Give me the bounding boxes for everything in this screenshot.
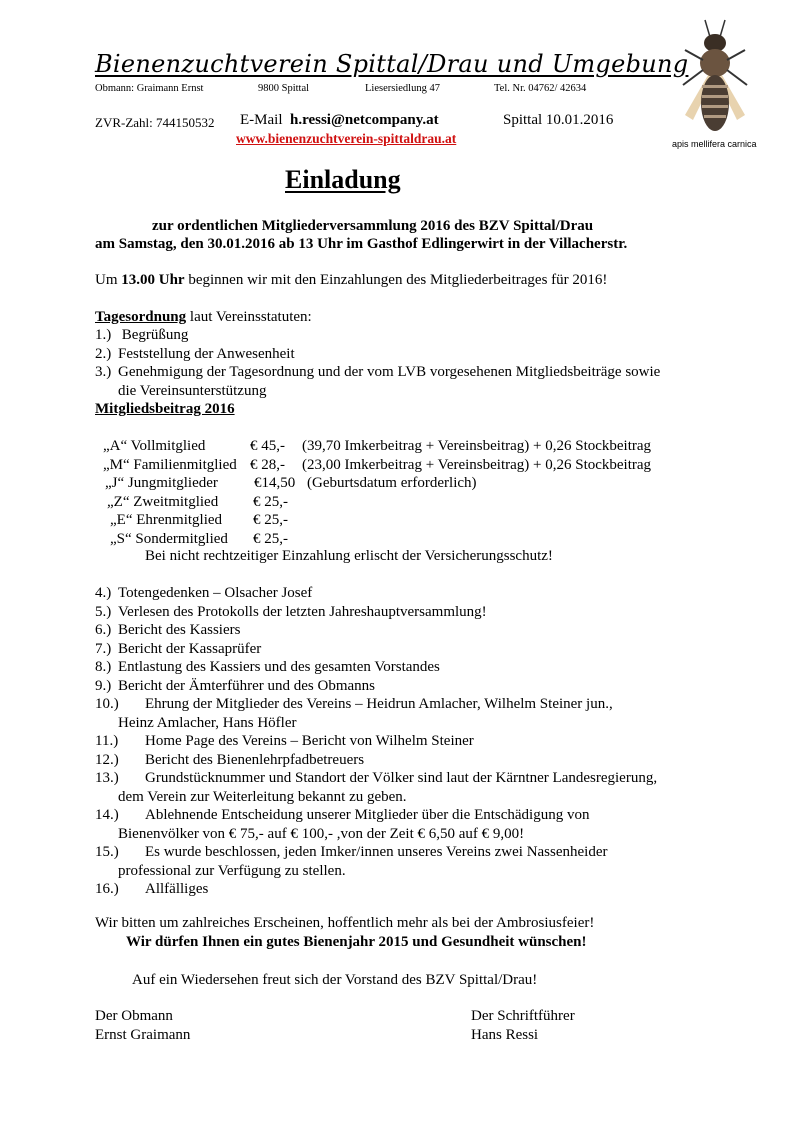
agenda-item [95, 844, 608, 861]
fee-type: „S“ Sondermitglied [110, 530, 228, 547]
agenda-header [95, 309, 312, 326]
agenda-item-text: Genehmigung der Tagesordnung und der vom LVB vorgesehenen Mitgliedsbeiträge sowie [118, 364, 661, 380]
bee-icon [683, 20, 747, 131]
agenda-item-text: Ablehnende Entscheidung unserer Mitglieder über die Entschädigung von [145, 807, 590, 823]
agenda-item-number: 1.) [95, 327, 112, 343]
agenda-item [95, 807, 589, 824]
agenda-title: Tagesordnung [95, 309, 187, 325]
bee-caption: apis mellifera carnica [672, 139, 757, 149]
payment-notice [95, 272, 607, 289]
agenda-item-text: Bericht der Ämterführer und des Obmanns [118, 677, 376, 694]
fee-amount: € 25,- [253, 493, 288, 510]
signature-left-role: Der Obmann [95, 1008, 173, 1024]
payment-pre: Um [95, 272, 122, 288]
agenda-item-text: Ehrung der Mitglieder des Vereins – Heidrun Amlacher, Wilhelm Steiner jun., [145, 696, 613, 712]
agenda-item [95, 659, 440, 676]
fees-warning: Bei nicht rechtzeitiger Einzahlung erlischt der Versicherungsschutz! [145, 548, 553, 564]
agenda-item-number: 5.) [95, 603, 112, 620]
email-label: E-Mail [240, 112, 283, 128]
agenda-item-number: 10.) [95, 696, 119, 712]
signature-left-name: Ernst Graimann [95, 1027, 191, 1043]
agenda-item-number: 16.) [95, 881, 119, 897]
agenda-item-text: professional zur Verfügung zu stellen. [118, 862, 346, 879]
agenda-item [95, 770, 657, 787]
agenda-item-number: 14.) [95, 807, 119, 823]
agenda-item [95, 715, 297, 732]
agenda-item [95, 585, 312, 602]
fee-amount: € 45,- [250, 438, 285, 454]
agenda-item [95, 622, 240, 639]
fees-title: Mitgliedsbeitrag 2016 [95, 401, 235, 417]
agenda-item [95, 678, 375, 695]
bee-illustration [665, 15, 765, 150]
agenda-item-text: Totengedenken – Olsacher Josef [118, 585, 313, 601]
agenda-item-number: 6.) [95, 622, 112, 638]
intro-line-2: am Samstag, den 30.01.2016 ab 13 Uhr im Gasthof Edlingerwirt in der Villacherstr. [95, 236, 628, 252]
agenda-item [95, 327, 188, 344]
obmann-info: Obmann: Graimann Ernst [95, 83, 204, 94]
agenda-item-text: Bericht der Kassaprüfer [118, 640, 262, 657]
phone-info: Tel. Nr. 04762/ 42634 [494, 83, 587, 94]
email-address[interactable]: h.ressi@netcompany.at [290, 112, 439, 128]
fee-type: „J“ Jungmitglieder [105, 475, 218, 491]
agenda-item-number: 3.) [95, 364, 112, 380]
street-info: Liesersiedlung 47 [365, 83, 440, 94]
agenda-item-number: 4.) [95, 585, 112, 601]
agenda-item-text: Feststellung der Anwesenheit [118, 345, 295, 362]
signature-right-role: Der Schriftführer [471, 1008, 575, 1024]
agenda-item [95, 346, 295, 363]
agenda-item-number: 13.) [95, 770, 119, 786]
agenda-item-text: Entlastung des Kassiers und des gesamten Vorstandes [118, 659, 440, 675]
fee-note: (23,00 Imkerbeitrag + Vereinsbeitrag) + 0,26 Stockbeitrag [302, 456, 652, 473]
agenda-item [95, 881, 208, 898]
agenda-item-text: die Vereinsunterstützung [118, 382, 267, 399]
fee-type: „M“ Familienmitglied [103, 456, 237, 473]
website-link[interactable]: www.bienenzuchtverein-spittaldrau.at [236, 131, 457, 146]
signature-right-name: Hans Ressi [471, 1027, 539, 1043]
fee-amount: € 25,- [253, 512, 288, 528]
fee-type: „E“ Ehrenmitglied [110, 512, 223, 528]
agenda-item-number: 7.) [95, 640, 112, 657]
letter-date: Spittal 10.01.2016 [503, 112, 614, 128]
fee-type: „A“ Vollmitglied [103, 438, 206, 454]
fee-amount: € 25,- [253, 530, 288, 547]
page-title: Einladung [285, 165, 401, 194]
agenda-item-number: 15.) [95, 844, 119, 860]
closing-line-1: Wir bitten um zahlreiches Erscheinen, hoffentlich mehr als bei der Ambrosiusfeier! [95, 915, 595, 931]
agenda-item-number: 8.) [95, 659, 112, 675]
payment-time: 13.00 Uhr [121, 272, 185, 288]
agenda-item [95, 364, 660, 381]
agenda-item [95, 826, 524, 843]
agenda-item-number: 9.) [95, 677, 112, 694]
closing-line-3: Auf ein Wiedersehen freut sich der Vorstand des BZV Spittal/Drau! [132, 972, 538, 988]
agenda-item-text: Bericht des Bienenlehrpfadbetreuers [145, 751, 365, 768]
fee-note: (Geburtsdatum erforderlich) [307, 475, 477, 491]
fee-amount: €14,50 [254, 475, 296, 491]
agenda-item [95, 752, 364, 769]
fee-type: „Z“ Zweitmitglied [107, 493, 219, 510]
intro-line-1: zur ordentlichen Mitgliederversammlung 2016 des BZV Spittal/Drau [152, 218, 594, 234]
agenda-item [95, 696, 613, 713]
agenda-item [95, 733, 474, 750]
agenda-item-text: Bericht des Kassiers [118, 622, 241, 638]
agenda-item-text: dem Verein zur Weiterleitung bekannt zu geben. [118, 788, 407, 805]
city-info: 9800 Spittal [258, 83, 310, 94]
agenda-item [95, 789, 407, 806]
agenda-item-text: Grundstücknummer und Standort der Völker sind laut der Kärntner Landesregierung, [145, 770, 658, 786]
agenda-item [95, 863, 346, 880]
agenda-item-text: Bienenvölker von € 75,- auf € 100,- ,von der Zeit € 6,50 auf € 9,00! [118, 825, 525, 842]
zvr-number: ZVR-Zahl: 744150532 [95, 115, 215, 130]
fee-amount: € 28,- [250, 456, 285, 473]
agenda-subtitle: laut Vereinsstatuten: [186, 309, 312, 325]
agenda-item-number: 12.) [95, 751, 119, 768]
payment-post: beginnen wir mit den Einzahlungen des Mitgliederbeitrages für 2016! [184, 272, 608, 288]
agenda-item-number: 2.) [95, 345, 112, 362]
closing-line-2: Wir dürfen Ihnen ein gutes Bienenjahr 2015 und Gesundheit wünschen! [126, 934, 587, 950]
agenda-item-text: Es wurde beschlossen, jeden Imker/innen unseres Vereins zwei Nassenheider [145, 844, 608, 860]
agenda-item [95, 641, 261, 658]
agenda-item-text: Home Page des Vereins – Bericht von Wilhelm Steiner [145, 733, 474, 749]
agenda-item-text: Heinz Amlacher, Hans Höfler [118, 714, 297, 731]
club-title: Bienenzuchtverein Spittal/Drau und Umgebung [95, 50, 689, 78]
agenda-item [95, 383, 266, 400]
agenda-item-text: Begrüßung [118, 327, 189, 343]
agenda-item [95, 604, 487, 621]
agenda-item-text: Allfälliges [145, 881, 209, 897]
email-block [240, 112, 439, 129]
agenda-item-number: 11.) [95, 733, 119, 749]
agenda-item-text: Verlesen des Protokolls der letzten Jahreshauptversammlung! [118, 603, 487, 620]
fee-note: (39,70 Imkerbeitrag + Vereinsbeitrag) + 0,26 Stockbeitrag [302, 438, 652, 454]
